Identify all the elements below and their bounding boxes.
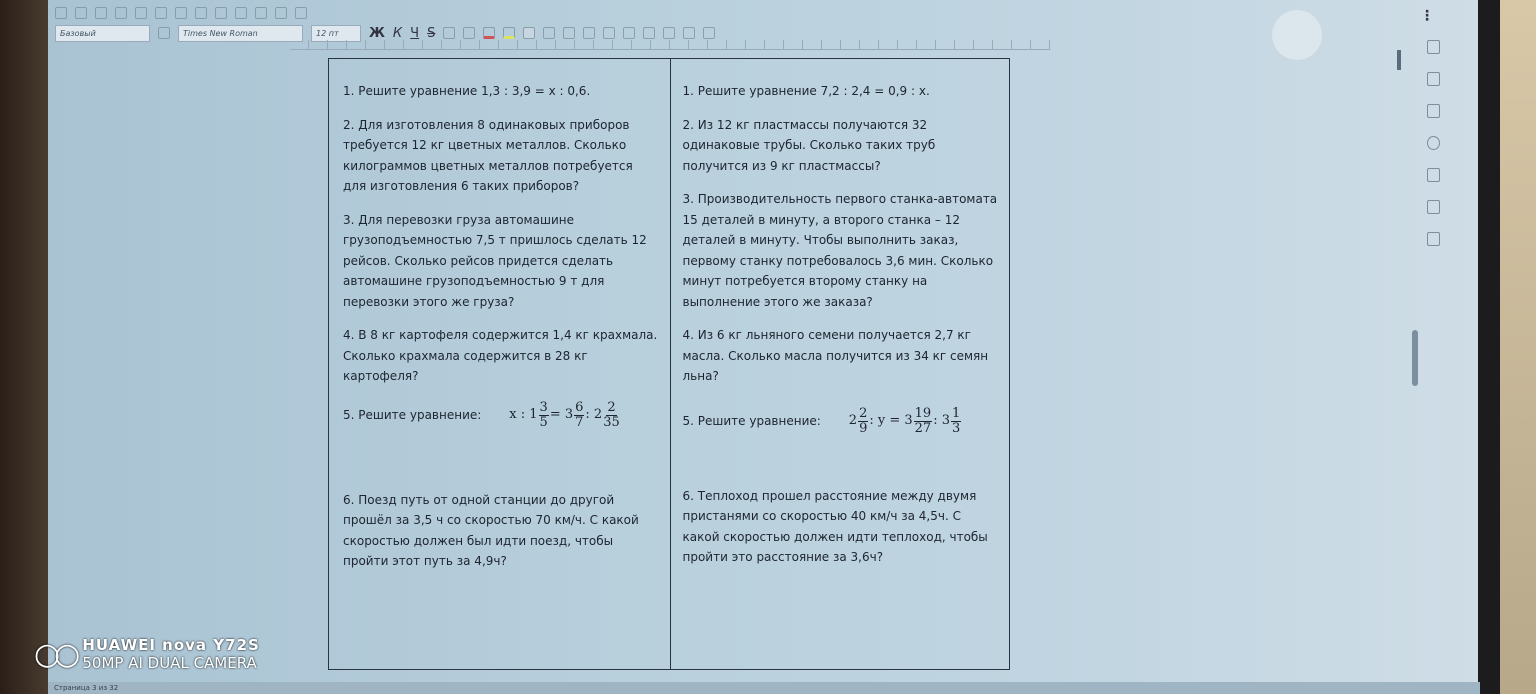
navigator-icon[interactable] [1427, 136, 1440, 150]
save-icon[interactable] [95, 7, 107, 19]
camera-logo-icon: ○○ [34, 636, 75, 672]
subscript-icon[interactable] [463, 27, 475, 39]
align-center-icon[interactable] [543, 27, 555, 39]
task-5-label: 5. Решите уравнение: [682, 413, 821, 428]
numbering-icon[interactable] [623, 27, 635, 39]
scrollbar-top[interactable] [1397, 50, 1401, 70]
task-2: 2. Для изготовления 8 одинаковых приборов требуется 12 кг цветных металлов. Сколько килограммов цветных металлов потребуется для изготовления 6 таких приборов? [343, 117, 633, 193]
underline-button[interactable]: Ч [410, 25, 420, 41]
indent-icon[interactable] [663, 27, 675, 39]
sidebar [1420, 40, 1446, 246]
properties-icon[interactable] [1427, 40, 1440, 54]
style-update-icon[interactable] [158, 27, 170, 39]
more-menu-icon[interactable]: ⋮ [1420, 8, 1434, 24]
task-3: 3. Для перевозки груза автомашине грузоподъемностью 7,5 т пришлось сделать 12 рейсов. Сколько рейсов придется сделать автомашине грузоподъемностью 9 т для перевозки этого же груза? [343, 212, 647, 309]
style-inspector-icon[interactable] [1427, 200, 1440, 214]
task-5-label: 5. Решите уравнение: [343, 407, 482, 422]
scrollbar-thumb[interactable] [1412, 330, 1418, 386]
font-name-select[interactable]: Times New Roman [178, 25, 303, 42]
equation: 2 $\frac{2}{9}$ : y = 3 $\frac{19}{27}$ : 3 $\frac{1}{3}$ [848, 405, 961, 436]
highlight-icon[interactable] [503, 27, 515, 39]
redo-icon[interactable] [215, 7, 227, 19]
task-1: 1. Решите уравнение 7,2 : 2,4 = 0,9 : x. [682, 84, 930, 98]
page-count: Страница 3 из 32 [54, 684, 119, 692]
variant-2-column [670, 59, 1010, 669]
paragraph-style-select[interactable]: Базовый [55, 25, 150, 42]
task-5 [343, 401, 660, 430]
line-spacing-icon[interactable] [703, 27, 715, 39]
copy-icon[interactable] [155, 7, 167, 19]
task-3: 3. Производительность первого станка-автомата 15 деталей в минуту, а второго станка – 12 деталей в минуту. Чтобы выполнить заказ, первому станку потребовалось 3,6 мин. Сколько минут потребуется второму станку на выполнение этого же заказа? [682, 192, 998, 309]
gallery-icon[interactable] [1427, 104, 1440, 118]
bullets-icon[interactable] [603, 27, 615, 39]
undo-icon[interactable] [195, 7, 207, 19]
font-color-icon[interactable] [483, 27, 495, 39]
italic-button[interactable]: К [392, 25, 403, 41]
task-2: 2. Из 12 кг пластмассы получаются 32 одинаковые трубы. Сколько таких труб получится из 9 кг пластмассы? [682, 117, 936, 173]
justify-icon[interactable] [583, 27, 595, 39]
task-5 [683, 407, 1000, 436]
open-icon[interactable] [75, 7, 87, 19]
task-4: 4. В 8 кг картофеля содержится 1,4 кг крахмала. Сколько крахмала содержится в 28 кг картофеля? [343, 328, 658, 383]
document-table [328, 58, 1010, 670]
cut-icon[interactable] [135, 7, 147, 19]
align-left-icon[interactable] [523, 27, 535, 39]
align-right-icon[interactable] [563, 27, 575, 39]
styles-icon[interactable] [1427, 72, 1440, 86]
new-icon[interactable] [55, 7, 67, 19]
background-wall [1500, 0, 1536, 694]
print-icon[interactable] [115, 7, 127, 19]
status-bar [48, 682, 1480, 694]
ruler[interactable] [290, 40, 1050, 50]
image-icon[interactable] [275, 7, 287, 19]
task-6: 6. Поезд путь от одной станции до другой прошёл за 3,5 ч со скоростью 70 км/ч. С какой скоростью должен был идти поезд, чтобы пройти этот путь за 4,9ч? [343, 492, 639, 568]
variant-1-column [329, 59, 670, 669]
glare [1272, 10, 1322, 60]
strikethrough-button[interactable]: S [427, 25, 436, 41]
outline-icon[interactable] [643, 27, 655, 39]
font-size-select[interactable]: 12 пт [311, 25, 361, 42]
monitor-bezel-right [1478, 0, 1500, 694]
paste-icon[interactable] [175, 7, 187, 19]
superscript-icon[interactable] [443, 27, 455, 39]
task-6: 6. Теплоход прошел расстояние между двумя пристанями со скоростью 40 км/ч за 4,5ч. С какой скоростью должен идти теплоход, чтобы пройти это расстояние за 3,6ч? [682, 488, 988, 564]
task-4: 4. Из 6 кг льняного семени получается 2,7 кг масла. Сколько масла получится из 34 кг семян льна? [682, 328, 989, 383]
camera-watermark: ○○ HUAWEI nova Y72S 50MP AI DUAL CAMERA [34, 636, 260, 672]
task-1: 1. Решите уравнение 1,3 : 3,9 = x : 0,6. [343, 84, 591, 98]
bold-button[interactable]: Ж [369, 25, 385, 41]
table-icon[interactable] [255, 7, 267, 19]
monitor-bezel-left [0, 0, 50, 694]
find-icon[interactable] [235, 7, 247, 19]
outdent-icon[interactable] [683, 27, 695, 39]
page-icon[interactable] [1427, 168, 1440, 182]
toolbar-row-1 [55, 4, 307, 22]
manage-changes-icon[interactable] [1427, 232, 1440, 246]
chart-icon[interactable] [295, 7, 307, 19]
equation: x : 1 $\frac{3}{5}$ = 3 $\frac{6}{7}$ : 2 $\frac{2}{35}$ [509, 399, 620, 430]
